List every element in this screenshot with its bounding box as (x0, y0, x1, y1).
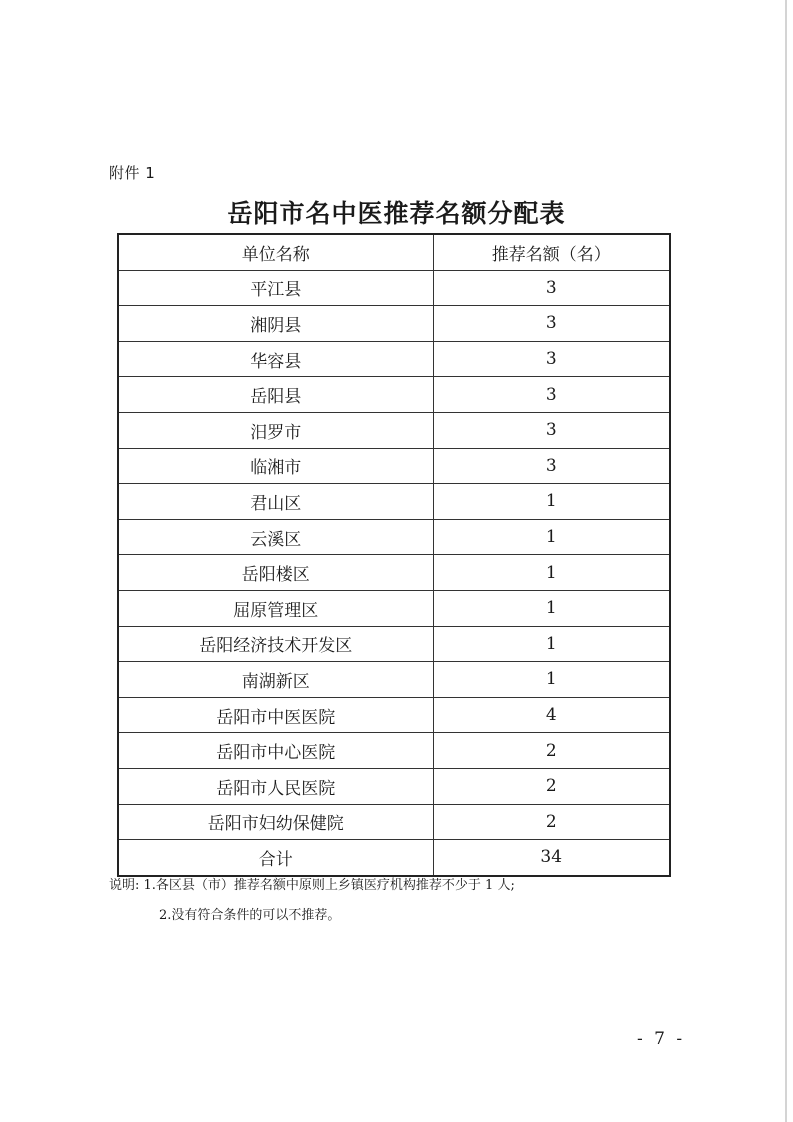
table-row (118, 555, 670, 591)
quota-cell: 2 (433, 733, 670, 769)
unit-name-cell: 岳阳市人民医院 (118, 768, 433, 804)
table-body (118, 270, 670, 840)
unit-name-cell: 岳阳市妇幼保健院 (118, 804, 433, 840)
table-row (118, 448, 670, 484)
unit-name-cell: 汨罗市 (118, 412, 433, 448)
table-row (118, 804, 670, 840)
quota-cell: 3 (433, 448, 670, 484)
unit-name-cell: 屈原管理区 (118, 590, 433, 626)
header-quota: 推荐名额（名） (433, 234, 670, 270)
table-row (118, 306, 670, 342)
page-number: - 7 - (637, 1029, 686, 1049)
unit-name-cell: 湘阴县 (118, 306, 433, 342)
table-row (118, 662, 670, 698)
table-row (118, 341, 670, 377)
note-line-1: 说明: 1.各区县（市）推荐名额中原则上乡镇医疗机构推荐不少于 1 人; (109, 878, 515, 893)
table-row (118, 768, 670, 804)
note-line-2: 2.没有符合条件的可以不推荐。 (159, 908, 341, 923)
quota-cell: 3 (433, 270, 670, 306)
quota-cell: 1 (433, 626, 670, 662)
quota-cell: 1 (433, 662, 670, 698)
table-header-row (118, 234, 670, 270)
quota-cell: 1 (433, 590, 670, 626)
table-row (118, 733, 670, 769)
unit-name-cell: 岳阳市中心医院 (118, 733, 433, 769)
table-row (118, 697, 670, 733)
attachment-label: 附件 1 (109, 164, 156, 182)
quota-cell: 3 (433, 341, 670, 377)
table-row (118, 519, 670, 555)
quota-cell: 2 (433, 804, 670, 840)
table-row (118, 484, 670, 520)
unit-name-cell: 平江县 (118, 270, 433, 306)
table-row (118, 270, 670, 306)
quota-cell: 1 (433, 555, 670, 591)
total-label: 合计 (118, 840, 433, 876)
unit-name-cell: 岳阳市中医医院 (118, 697, 433, 733)
page-edge (785, 0, 787, 1122)
quota-cell: 1 (433, 519, 670, 555)
table-row (118, 626, 670, 662)
table-row (118, 590, 670, 626)
document-title: 岳阳市名中医推荐名额分配表 (227, 199, 566, 228)
total-value: 34 (433, 840, 670, 876)
unit-name-cell: 岳阳楼区 (118, 555, 433, 591)
table-row (118, 412, 670, 448)
unit-name-cell: 君山区 (118, 484, 433, 520)
unit-name-cell: 南湖新区 (118, 662, 433, 698)
quota-cell: 2 (433, 768, 670, 804)
unit-name-cell: 云溪区 (118, 519, 433, 555)
quota-cell: 3 (433, 377, 670, 413)
notes (109, 871, 515, 931)
unit-name-cell: 华容县 (118, 341, 433, 377)
allocation-table (117, 233, 671, 877)
header-unit-name: 单位名称 (118, 234, 433, 270)
unit-name-cell: 临湘市 (118, 448, 433, 484)
unit-name-cell: 岳阳县 (118, 377, 433, 413)
quota-cell: 3 (433, 306, 670, 342)
quota-cell: 4 (433, 697, 670, 733)
quota-cell: 1 (433, 484, 670, 520)
unit-name-cell: 岳阳经济技术开发区 (118, 626, 433, 662)
quota-cell: 3 (433, 412, 670, 448)
table-row (118, 377, 670, 413)
